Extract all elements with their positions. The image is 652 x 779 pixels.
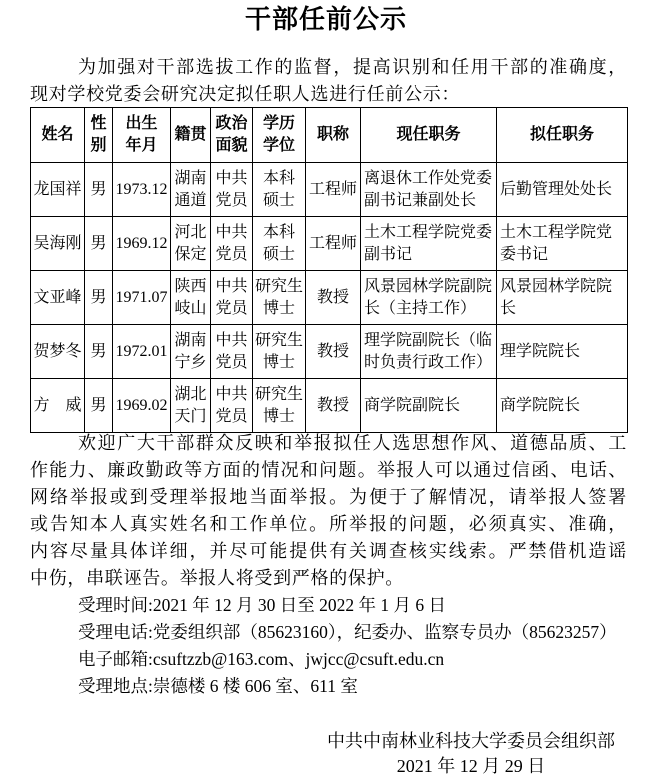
education-text: 本科	[262, 169, 295, 187]
education-cell	[253, 217, 306, 271]
degree-text: 博士	[262, 407, 295, 425]
proposed-position-cell: 风景园林学院院长	[497, 271, 628, 325]
header-birth-label: 出生年月	[125, 115, 158, 154]
native-place-text: 陕西岐山	[174, 277, 207, 317]
education-text: 本科	[262, 223, 295, 241]
header-education-degree-label: 学历学位	[262, 115, 295, 154]
contact-address: 受理地点:崇德楼 6 楼 606 室、611 室	[78, 676, 358, 696]
native-place-cell	[171, 217, 211, 271]
name-cell: 方 威	[31, 379, 85, 433]
birth-cell: 1969.02	[113, 379, 171, 433]
proposed-position-cell: 后勤管理处处长	[497, 163, 628, 217]
native-place-cell	[171, 379, 211, 433]
political-status-text: 中共党员	[215, 169, 248, 209]
native-place-text: 河北保定	[174, 223, 207, 263]
proposed-position-cell: 商学院院长	[497, 379, 628, 433]
candidates-table	[30, 107, 628, 433]
notice-line: 内容尽量具体详细，并尽可能提供有关调查核实线索。严禁借机造谣	[30, 541, 627, 561]
header-birth	[113, 108, 171, 163]
table-row	[31, 379, 628, 433]
notice-line: 欢迎广大干部群众反映和举报拟任人选思想作风、道德品质、工	[78, 433, 627, 453]
name-cell: 吴海刚	[31, 217, 85, 271]
header-education-degree	[253, 108, 306, 163]
notice-line: 网络举报或到受理举报地当面举报。为便于了解情况，请举报人签署	[30, 487, 627, 507]
political-status-cell	[211, 379, 253, 433]
intro-line: 现对学校党委会研究决定拟任职人选进行任前公示：	[30, 84, 461, 104]
education-text: 研究生	[254, 277, 303, 295]
degree-text: 硕士	[262, 245, 295, 263]
education-cell	[253, 379, 306, 433]
gender-cell: 男	[85, 325, 113, 379]
birth-cell: 1973.12	[113, 163, 171, 217]
gender-cell: 男	[85, 271, 113, 325]
contact-phone: 受理电话:党委组织部（85623160），纪委办、监察专员办（85623257）	[78, 622, 617, 642]
notice-line: 作能力、廉政勤政等方面的情况和问题。举报人可以通过信函、电话、	[30, 460, 627, 480]
education-cell	[253, 163, 306, 217]
table-header-row	[31, 108, 628, 163]
table-row	[31, 325, 628, 379]
political-status-text: 中共党员	[215, 331, 248, 371]
signature-org: 中共中南林业科技大学委员会组织部	[327, 731, 615, 751]
notice-paragraph	[30, 430, 627, 592]
header-current-position: 现任职务	[361, 108, 497, 163]
current-position-cell: 离退休工作处党委副书记兼副处长	[361, 163, 497, 217]
contact-info	[78, 592, 617, 700]
name-cell: 文亚峰	[31, 271, 85, 325]
table-row	[31, 271, 628, 325]
professional-title-cell: 教授	[306, 325, 361, 379]
contact-email: 电子邮箱:csuftzzb@163.com、jwjcc@csuft.edu.cn	[78, 649, 445, 669]
native-place-text: 湖北天门	[174, 385, 207, 425]
native-place-cell	[171, 163, 211, 217]
birth-cell: 1972.01	[113, 325, 171, 379]
notice-line: 或告知本人真实姓名和工作单位。所举报的问题，必须真实、准确，	[30, 514, 627, 534]
political-status-cell	[211, 325, 253, 379]
header-political-status	[211, 108, 253, 163]
current-position-cell: 理学院副院长（临时负责行政工作）	[361, 325, 497, 379]
gender-cell: 男	[85, 379, 113, 433]
contact-time: 受理时间:2021 年 12 月 30 日至 2022 年 1 月 6 日	[78, 595, 446, 615]
political-status-cell	[211, 163, 253, 217]
current-position-cell: 商学院副院长	[361, 379, 497, 433]
education-text: 研究生	[254, 385, 303, 403]
education-text: 研究生	[254, 331, 303, 349]
intro-paragraph	[30, 54, 627, 108]
proposed-position-cell: 理学院院长	[497, 325, 628, 379]
notice-line: 中伤，串联诬告。举报人将受到严格的保护。	[30, 568, 404, 588]
header-political-status-label: 政治面貌	[215, 115, 248, 154]
current-position-cell: 土木工程学院党委副书记	[361, 217, 497, 271]
political-status-cell	[211, 271, 253, 325]
native-place-text: 湖南宁乡	[174, 331, 207, 371]
current-position-cell: 风景园林学院副院长（主持工作）	[361, 271, 497, 325]
header-proposed-position: 拟任职务	[497, 108, 628, 163]
professional-title-cell: 工程师	[306, 217, 361, 271]
political-status-text: 中共党员	[215, 385, 248, 425]
header-name: 姓名	[31, 108, 85, 163]
political-status-text: 中共党员	[215, 277, 248, 317]
professional-title-cell: 教授	[306, 379, 361, 433]
intro-line: 为加强对干部选拔工作的监督，提高识别和任用干部的准确度，	[78, 57, 627, 77]
table-row	[31, 163, 628, 217]
gender-cell: 男	[85, 163, 113, 217]
political-status-text: 中共党员	[215, 223, 248, 263]
signature-date: 2021 年 12 月 29 日	[396, 756, 546, 776]
degree-text: 博士	[262, 299, 295, 317]
birth-cell: 1971.07	[113, 271, 171, 325]
professional-title-cell: 教授	[306, 271, 361, 325]
education-cell	[253, 325, 306, 379]
header-gender: 性别	[85, 108, 113, 163]
header-professional-title: 职称	[306, 108, 361, 163]
birth-cell: 1969.12	[113, 217, 171, 271]
proposed-position-cell: 土木工程学院党委书记	[497, 217, 628, 271]
header-native-place: 籍贯	[171, 108, 211, 163]
page-title: 干部任前公示	[244, 5, 407, 34]
signature-block	[327, 729, 615, 779]
name-cell: 贺梦冬	[31, 325, 85, 379]
table-row	[31, 217, 628, 271]
degree-text: 硕士	[262, 191, 295, 209]
professional-title-cell: 工程师	[306, 163, 361, 217]
name-cell: 龙国祥	[31, 163, 85, 217]
political-status-cell	[211, 217, 253, 271]
native-place-cell	[171, 325, 211, 379]
degree-text: 博士	[262, 353, 295, 371]
native-place-text: 湖南通道	[174, 169, 207, 209]
gender-cell: 男	[85, 217, 113, 271]
native-place-cell	[171, 271, 211, 325]
education-cell	[253, 271, 306, 325]
